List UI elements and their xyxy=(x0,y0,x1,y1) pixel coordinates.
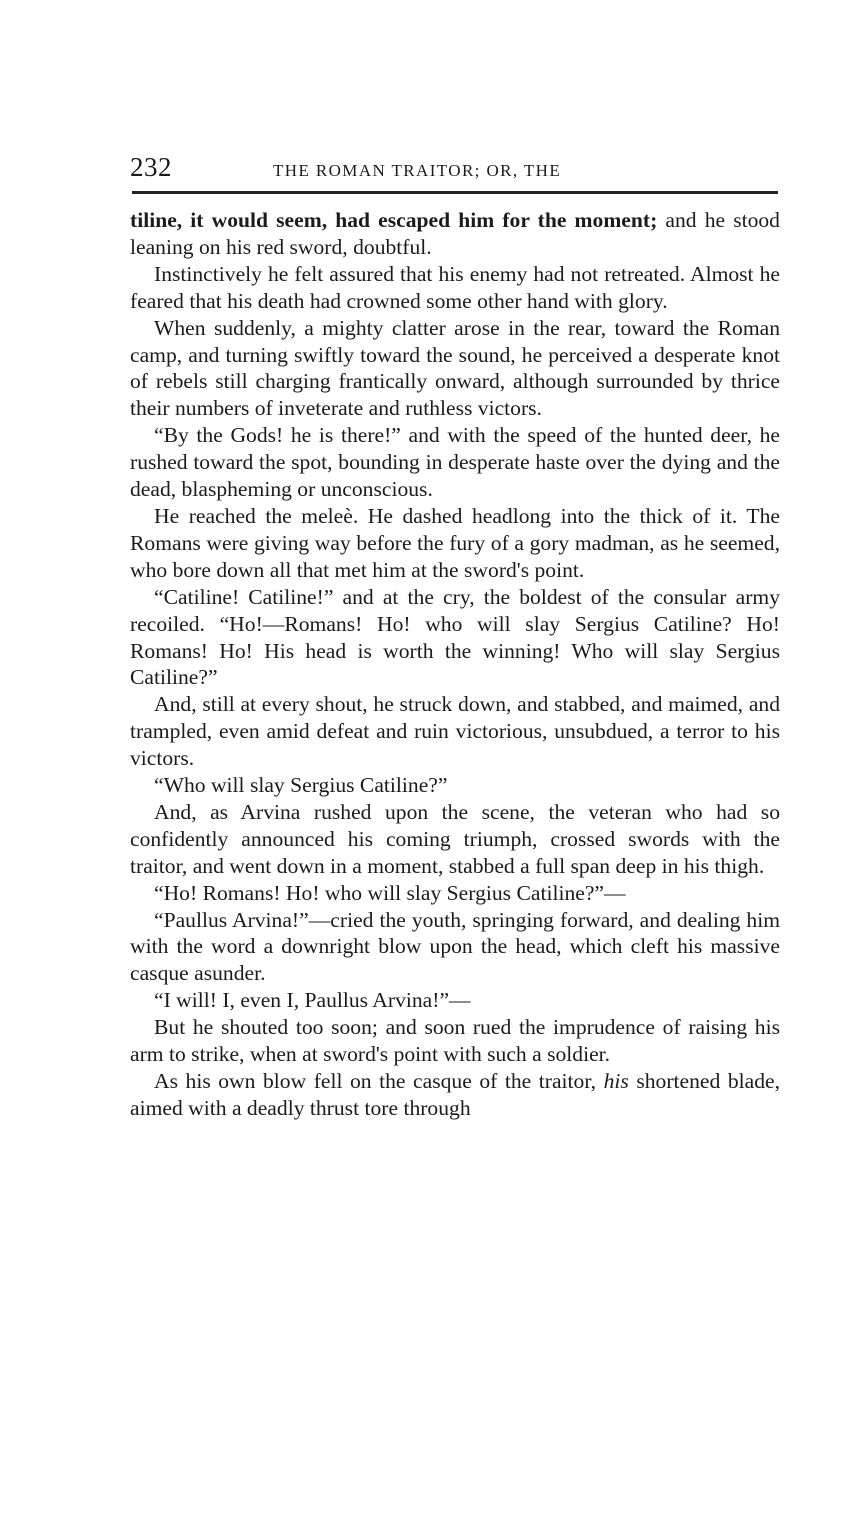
paragraph-text: shortened blade, aimed with a deadly thrust tore through xyxy=(130,1069,780,1120)
paragraph: “Who will slay Sergius Catiline?” xyxy=(154,773,448,798)
paragraph: And, still at every shout, he struck down, and stabbed, and maimed, and trampled, even amid defeat and ruin victorious, unsubdued, a terror to his victors. xyxy=(130,692,780,771)
paragraph: And, as Arvina rushed upon the scene, the veteran who had so confidently announced his coming triumph, crossed swords with the traitor, and went down in a moment, stabbed a full span deep in his thigh. xyxy=(130,799,780,878)
paragraph: “Paullus Arvina!”—cried the youth, springing forward, and dealing him with the word a downright blow upon the head, which cleft his massive casque asunder. xyxy=(130,907,780,986)
italic-text: his xyxy=(603,1069,629,1093)
paragraph-text: and he stood leaning on his red sword, doubtful. xyxy=(130,208,780,259)
paragraph: “Ho! Romans! Ho! who will slay Sergius Catiline?”— xyxy=(154,880,626,905)
paragraph-text: As his own blow fell on the casque of the traitor, xyxy=(154,1069,604,1093)
paragraph: Instinctively he felt assured that his enemy had not retreated. Almost he feared that his death had crowned some other hand with glory. xyxy=(130,261,780,313)
paragraph xyxy=(130,1068,780,1122)
paragraph: “By the Gods! he is there!” and with the speed of the hunted deer, he rushed toward the spot, bounding in desperate haste over the dying and the dead, blaspheming or unconscious. xyxy=(130,423,780,502)
page-header xyxy=(130,152,778,188)
body-text xyxy=(130,207,780,1122)
paragraph: When suddenly, a mighty clatter arose in the rear, toward the Roman camp, and turning swiftly toward the sound, he perceived a desperate knot of rebels still charging frantically onward, although surrounded by thrice their numbers of inveterate and ruthless victors. xyxy=(130,315,780,421)
paragraph: “Catiline! Catiline!” and at the cry, the boldest of the consular army recoiled. “Ho!—Romans! Ho! who will slay Sergius Catiline? Ho! Romans! Ho! His head is worth the winning! Who will slay Sergius Catiline?” xyxy=(130,584,780,690)
paragraph xyxy=(130,207,780,261)
running-head: THE ROMAN TRAITOR; OR, THE xyxy=(273,161,562,180)
paragraph: But he shouted too soon; and soon rued the imprudence of raising his arm to strike, when at sword's point with such a soldier. xyxy=(130,1015,780,1067)
page-number: 232 xyxy=(130,152,172,182)
paragraph: He reached the meleè. He dashed headlong into the thick of it. The Romans were giving way before the fury of a gory madman, as he seemed, who bore down all that met him at the sword's point. xyxy=(130,503,780,582)
paragraph: “I will! I, even I, Paullus Arvina!”— xyxy=(154,988,471,1013)
bold-text: tiline, it would seem, had escaped him for the moment; xyxy=(130,208,658,232)
header-rule xyxy=(132,191,778,194)
